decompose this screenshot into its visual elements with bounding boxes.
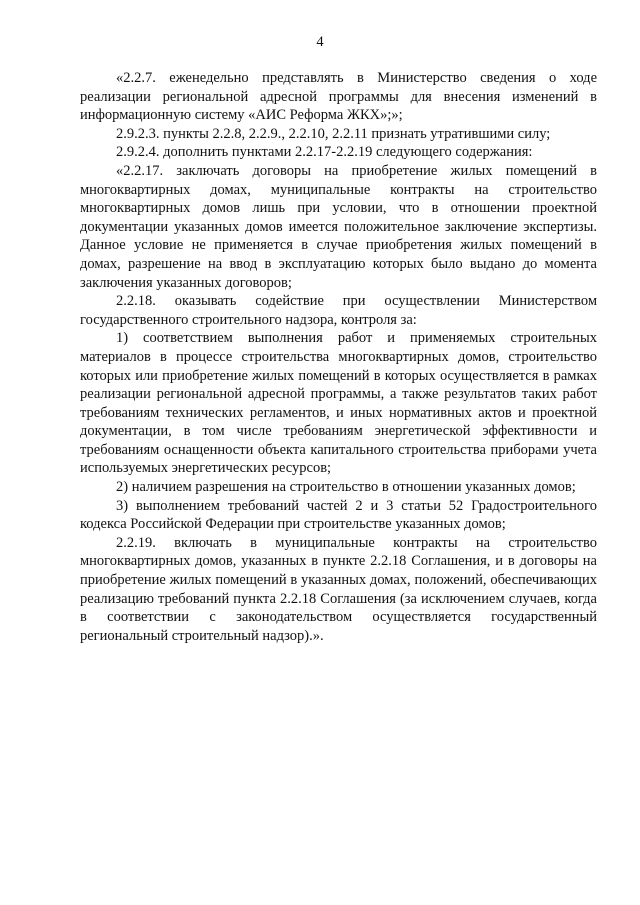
page-number: 4 xyxy=(316,34,324,50)
document-body xyxy=(80,69,597,645)
paragraph-2-2-19: 2.2.19. включать в муниципальные контракты на строительство многоквартирных домов, указанных в пункте 2.2.18 Соглашения, и в договоры на приобретение жилых помещений в указанных домах, положений, обеспечивающих реализацию требований пункта 2.2.18 Соглашения (за исключением случаев, когда в соответствии с законодательством осуществляется государственный региональный строительный надзор).». xyxy=(80,534,597,644)
paragraph-2-2-18-item-2: 2) наличием разрешения на строительство в отношении указанных домов; xyxy=(116,479,576,496)
paragraph-2-2-18: 2.2.18. оказывать содействие при осуществлении Министерством государственного строительного надзора, контроля за: xyxy=(80,293,597,328)
paragraph-2-9-2-3: 2.9.2.3. пункты 2.2.8, 2.2.9., 2.2.10, 2.2.11 признать утратившими силу; xyxy=(116,125,551,142)
paragraph-2-2-18-item-3: 3) выполнением требований частей 2 и 3 статьи 52 Градостроительного кодекса Российской Федерации при строительстве указанных домов; xyxy=(80,497,597,533)
paragraph-2-2-7: «2.2.7. еженедельно представлять в Министерство сведения о ходе реализации региональной адресной программы для внесения изменений в информационную систему «АИС Реформа ЖКХ»;»; xyxy=(80,70,597,124)
paragraph-2-9-2-4: 2.9.2.4. дополнить пунктами 2.2.17-2.2.19 следующего содержания: xyxy=(116,144,533,161)
paragraph-2-2-18-item-1: 1) соответствием выполнения работ и применяемых строительных материалов в процессе строительства многоквартирных домов, строительство которых или приобретение жилых помещений в которых осуществляется в рамках реализации региональной адресной программы, а также результатов таких работ требованиям технических регламентов, и иных нормативных актов и проектной документации, в том числе требованиям энергетической эффективности и требованиям оснащенности объекта капитального строительства приборами учета используемых энергетических ресурсов; xyxy=(80,330,597,477)
paragraph-2-2-17: «2.2.17. заключать договоры на приобретение жилых помещений в многоквартирных домах, муниципальные контракты на строительство многоквартирных домов лишь при условии, что в отношении проектной документации указанных домов имеется положительное заключение экспертизы. Данное условие не применяется в случае приобретения жилых помещений в домах, разрешение на ввод в эксплуатацию которых было выдано до момента заключения указанных договоров; xyxy=(80,162,597,291)
